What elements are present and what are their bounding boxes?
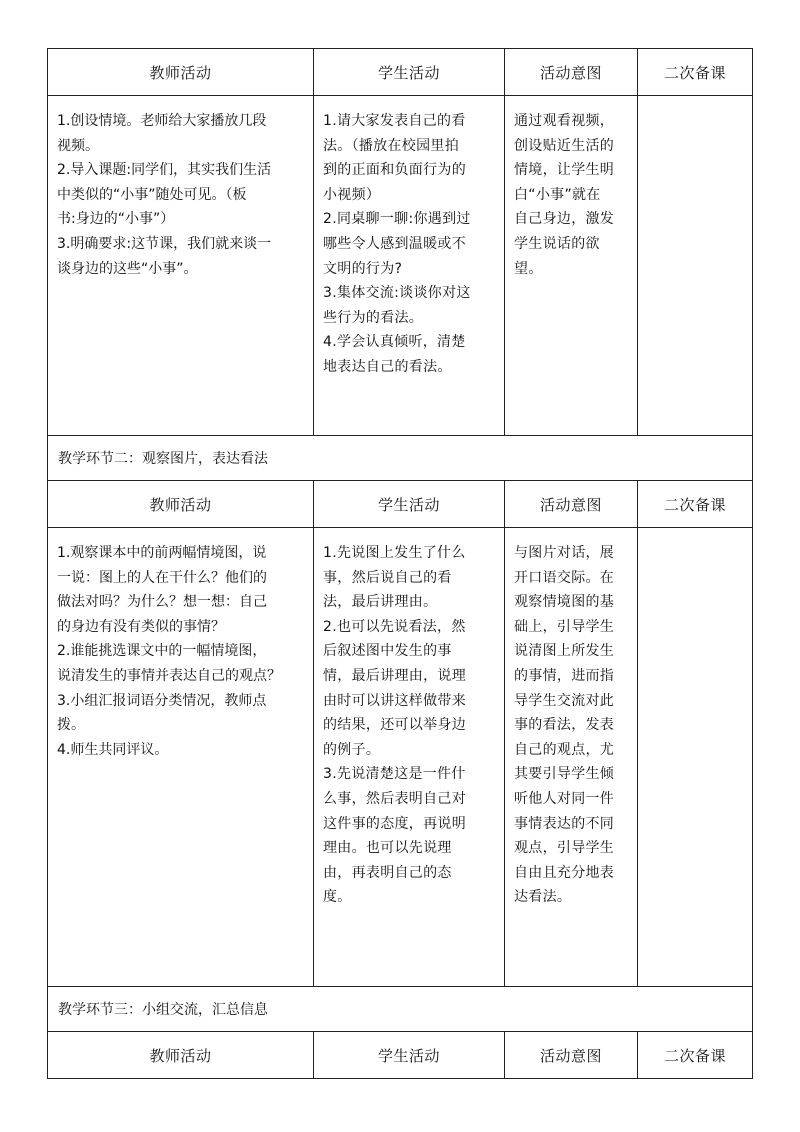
text-line: 中类似的“小事”随处可见。（板	[57, 186, 247, 203]
header-second-preparation: 二次备课	[638, 49, 753, 96]
content-row-2	[48, 528, 753, 987]
text-line: 观点，引导学生	[514, 840, 615, 857]
text-line: 说清图上所发生	[514, 643, 615, 660]
text-line: 听他人对同一件	[514, 790, 615, 807]
text-line: 1.先说图上发生了什么	[323, 545, 466, 561]
text-line: 哪些令人感到温暖或不	[323, 235, 466, 252]
text-line: 2.谁能挑选课文中的一幅情境图，	[57, 643, 267, 660]
text-line: 白“小事”就在	[514, 186, 601, 203]
text-line: 3.集体交流:谈谈你对这	[323, 285, 471, 302]
text-line: 事情表达的不同	[514, 815, 615, 832]
activity-intent-cell	[505, 528, 638, 987]
teacher-activity-list	[48, 528, 313, 762]
text-line: 自己身边，激发	[514, 211, 615, 228]
text-line: 后叙述图中发生的事	[323, 643, 452, 660]
text-line: 3.明确要求:这节课，我们就来谈一	[57, 235, 272, 252]
text-line: 自己的观点，尤	[514, 741, 615, 758]
text-line: 础上，引导学生	[514, 618, 615, 635]
text-line: 导学生交流对此	[514, 692, 615, 709]
header-second-preparation: 二次备课	[638, 481, 753, 528]
teacher-activity-list	[48, 96, 313, 281]
header-student-activity: 学生活动	[314, 49, 505, 96]
header-teacher-activity: 教师活动	[48, 49, 314, 96]
text-line: 事的看法，发表	[514, 717, 615, 734]
text-line: 3.先说清楚这是一件什	[323, 766, 466, 783]
text-line: 1.请大家发表自己的看	[323, 113, 466, 129]
text-line: 度。	[323, 889, 352, 906]
text-line: 1.创设情境。老师给大家播放几段	[57, 113, 267, 129]
text-line: 到的正面和负面行为的	[323, 162, 466, 179]
text-line: 些行为的看法。	[323, 309, 424, 326]
text-line: 与图片对话，展	[514, 545, 615, 561]
text-line: 法。（播放在校园里拍	[323, 137, 459, 154]
text-line: 拨。	[57, 717, 85, 734]
text-line: 一说：图上的人在干什么？他们的	[57, 569, 267, 586]
text-line: 其要引导学生倾	[514, 766, 615, 783]
text-line: 2.同桌聊一聊:你遇到过	[323, 211, 471, 228]
student-activity-list	[314, 528, 504, 910]
text-line: 由时可以讲这样做带来	[323, 692, 466, 709]
text-line: 望。	[514, 260, 543, 277]
section-row-2	[48, 436, 753, 481]
text-line: 谈身边的这些“小事”。	[57, 260, 198, 277]
text-line: 学生说话的欲	[514, 235, 600, 252]
header-teacher-activity: 教师活动	[48, 481, 314, 528]
text-line: 地表达自己的看法。	[323, 358, 452, 375]
text-line: 创设贴近生活的	[514, 137, 615, 154]
activity-intent-cell	[505, 96, 638, 436]
header-row	[48, 49, 753, 96]
teacher-activity-cell	[48, 528, 314, 987]
text-line: 通过观看视频，	[514, 113, 615, 129]
text-line: 么事，然后表明自己对	[323, 790, 466, 807]
section-title: 教学环节三：小组交流，汇总信息	[48, 987, 753, 1032]
text-line: 文明的行为?	[323, 260, 403, 277]
text-line: 小视频）	[323, 186, 381, 203]
text-line: 视频。	[57, 137, 99, 154]
header-student-activity: 学生活动	[314, 481, 505, 528]
second-preparation-cell[interactable]	[638, 96, 753, 436]
second-preparation-cell[interactable]	[638, 528, 753, 987]
text-line: 达看法。	[514, 889, 572, 906]
header-second-preparation: 二次备课	[638, 1032, 753, 1079]
text-line: 法，最后讲理由。	[323, 594, 438, 611]
teacher-activity-cell	[48, 96, 314, 436]
header-row	[48, 1032, 753, 1079]
text-line: 3.小组汇报词语分类情况，教师点	[57, 692, 267, 709]
header-student-activity: 学生活动	[314, 1032, 505, 1079]
text-line: 2.导入课题:同学们，其实我们生活	[57, 162, 272, 179]
header-teacher-activity: 教师活动	[48, 1032, 314, 1079]
text-line: 做法对吗？为什么？想一想：自己	[57, 594, 267, 611]
text-line: 1.观察课本中的前两幅情境图，说	[57, 545, 267, 561]
text-line: 理由。也可以先说理	[323, 840, 452, 857]
text-line: 的结果，还可以举身边	[323, 717, 466, 734]
text-line: 这件事的态度，再说明	[323, 815, 466, 832]
header-activity-intent: 活动意图	[505, 481, 638, 528]
text-line: 观察情境图的基	[514, 594, 615, 611]
text-line: 说清发生的事情并表达自己的观点？	[57, 667, 281, 684]
student-activity-cell	[314, 528, 505, 987]
text-line: 4.师生共同评议。	[57, 741, 169, 758]
text-line: 书:身边的“小事”）	[57, 211, 175, 228]
activity-intent-list	[505, 96, 637, 281]
text-line: 情，最后讲理由，说理	[323, 667, 466, 684]
activity-intent-list	[505, 528, 637, 910]
text-line: 情境，让学生明	[514, 162, 615, 179]
lesson-plan-table	[47, 48, 753, 1079]
header-activity-intent: 活动意图	[505, 49, 638, 96]
text-line: 开口语交际。在	[514, 569, 615, 586]
section-title: 教学环节二：观察图片，表达看法	[48, 436, 753, 481]
text-line: 自由且充分地表	[514, 864, 615, 881]
header-row	[48, 481, 753, 528]
content-row-1	[48, 96, 753, 436]
section-row-3	[48, 987, 753, 1032]
text-line: 由，再表明自己的态	[323, 864, 452, 881]
text-line: 的身边有没有类似的事情？	[57, 618, 225, 635]
text-line: 事，然后说自己的看	[323, 569, 452, 586]
text-line: 的事情，进而指	[514, 667, 615, 684]
student-activity-cell	[314, 96, 505, 436]
text-line: 的例子。	[323, 741, 381, 758]
header-activity-intent: 活动意图	[505, 1032, 638, 1079]
text-line: 2.也可以先说看法，然	[323, 618, 466, 635]
text-line: 4.学会认真倾听，清楚	[323, 334, 466, 351]
student-activity-list	[314, 96, 504, 380]
